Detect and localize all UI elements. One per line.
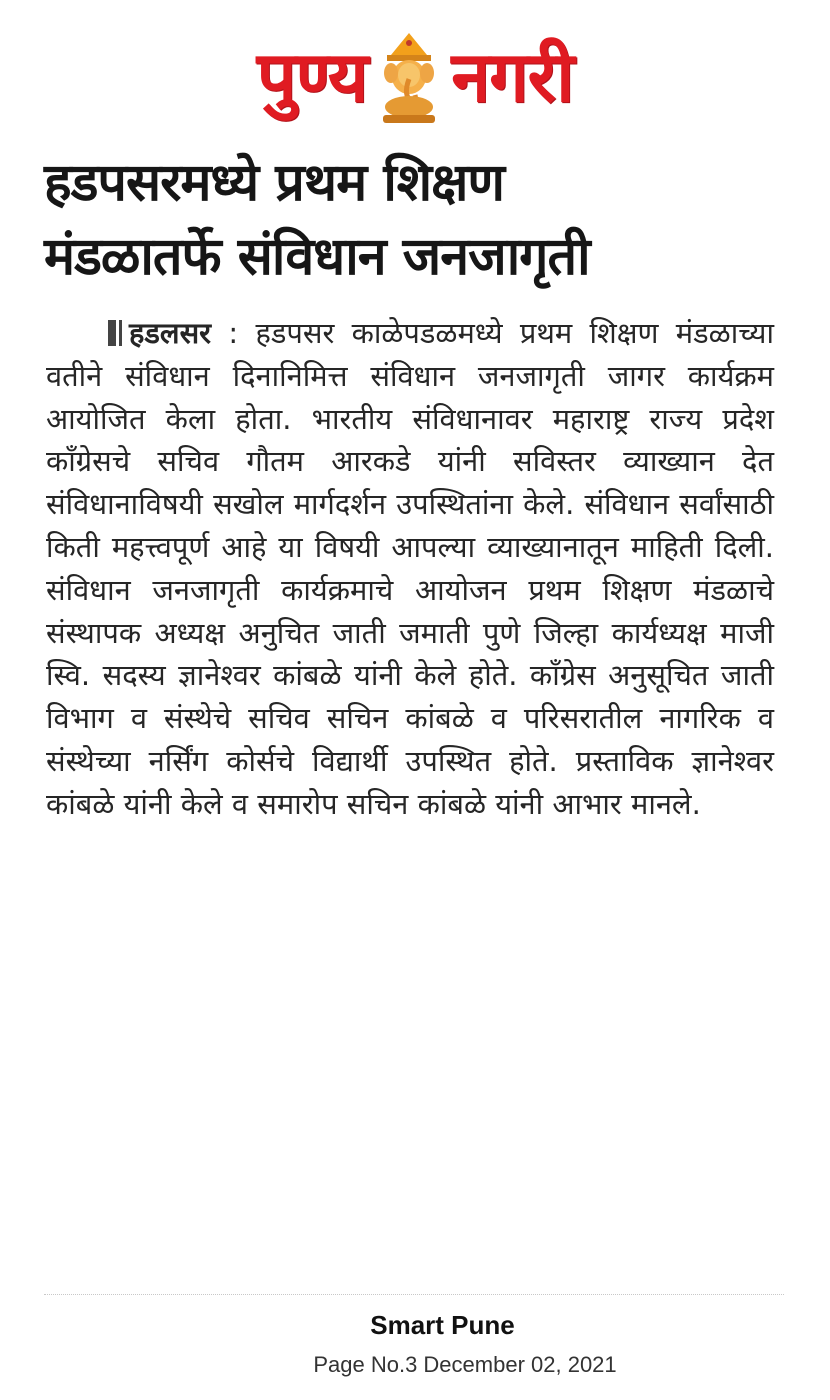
footer-page-info: Page No.3 December 02, 2021: [313, 1352, 617, 1377]
article-text: हडपसर काळेपडळमध्ये प्रथम शिक्षण मंडळाच्या वतीने संविधान दिनानिमित्त संविधान जनजागृती जागर कार्यक्रम आयोजित केला होता. भारतीय संविधानावर महाराष्ट्र राज्य प्रदेश कॉंग्रेसचे सचिव गौतम आरकडे यांनी सविस्तर व्याख्यान देत संविधानाविषयी सखोल मार्गदर्शन उपस्थितांना केले. संविधान सर्वांसाठी किती महत्त्वपूर्ण आहे या विषयी आपल्या व्याख्यानातून माहिती दिली. संविधान जनजागृती कार्यक्रमाचे आयोजन प्रथम शिक्षण मंडळाचे संस्थापक अध्यक्ष अनुचित जाती जमाती पुणे जिल्हा कार्यध्यक्ष माजी स्वि. सदस्य ज्ञानेश्वर कांबळे यांनी केले होते. कॉंग्रेस अनुसूचित जाती विभाग व संस्थेचे सचिव सचिन कांबळे व परिसरातील नागरिक व संस्थेच्या नर्सिंग कोर्सचे विद्यार्थी उपस्थित होते. प्रस्ताविक ज्ञानेश्वर कांबळे यांनी केले व समारोप सचिन कांबळे यांनी आभार मानले.: [46, 316, 775, 821]
footer-divider: [44, 1294, 784, 1295]
article-headline: [44, 146, 804, 294]
headline-line-2: मंडळातर्फे संविधान जनजागृती: [44, 227, 590, 287]
footer-publication-title: Smart Pune: [370, 1310, 515, 1340]
headline-line-1: हडपसरमध्ये प्रथम शिक्षण: [44, 153, 505, 213]
article-dateline: हडलसर: [129, 316, 212, 350]
masthead-left-word: पुण्य: [256, 36, 368, 118]
article-body: [46, 312, 774, 826]
masthead-right-word: नगरी: [451, 36, 574, 118]
dateline-marker-icon: [108, 320, 119, 346]
ganesha-logo-icon: [373, 29, 445, 125]
newspaper-masthead: [0, 22, 830, 132]
dateline-separator: :: [228, 316, 239, 350]
